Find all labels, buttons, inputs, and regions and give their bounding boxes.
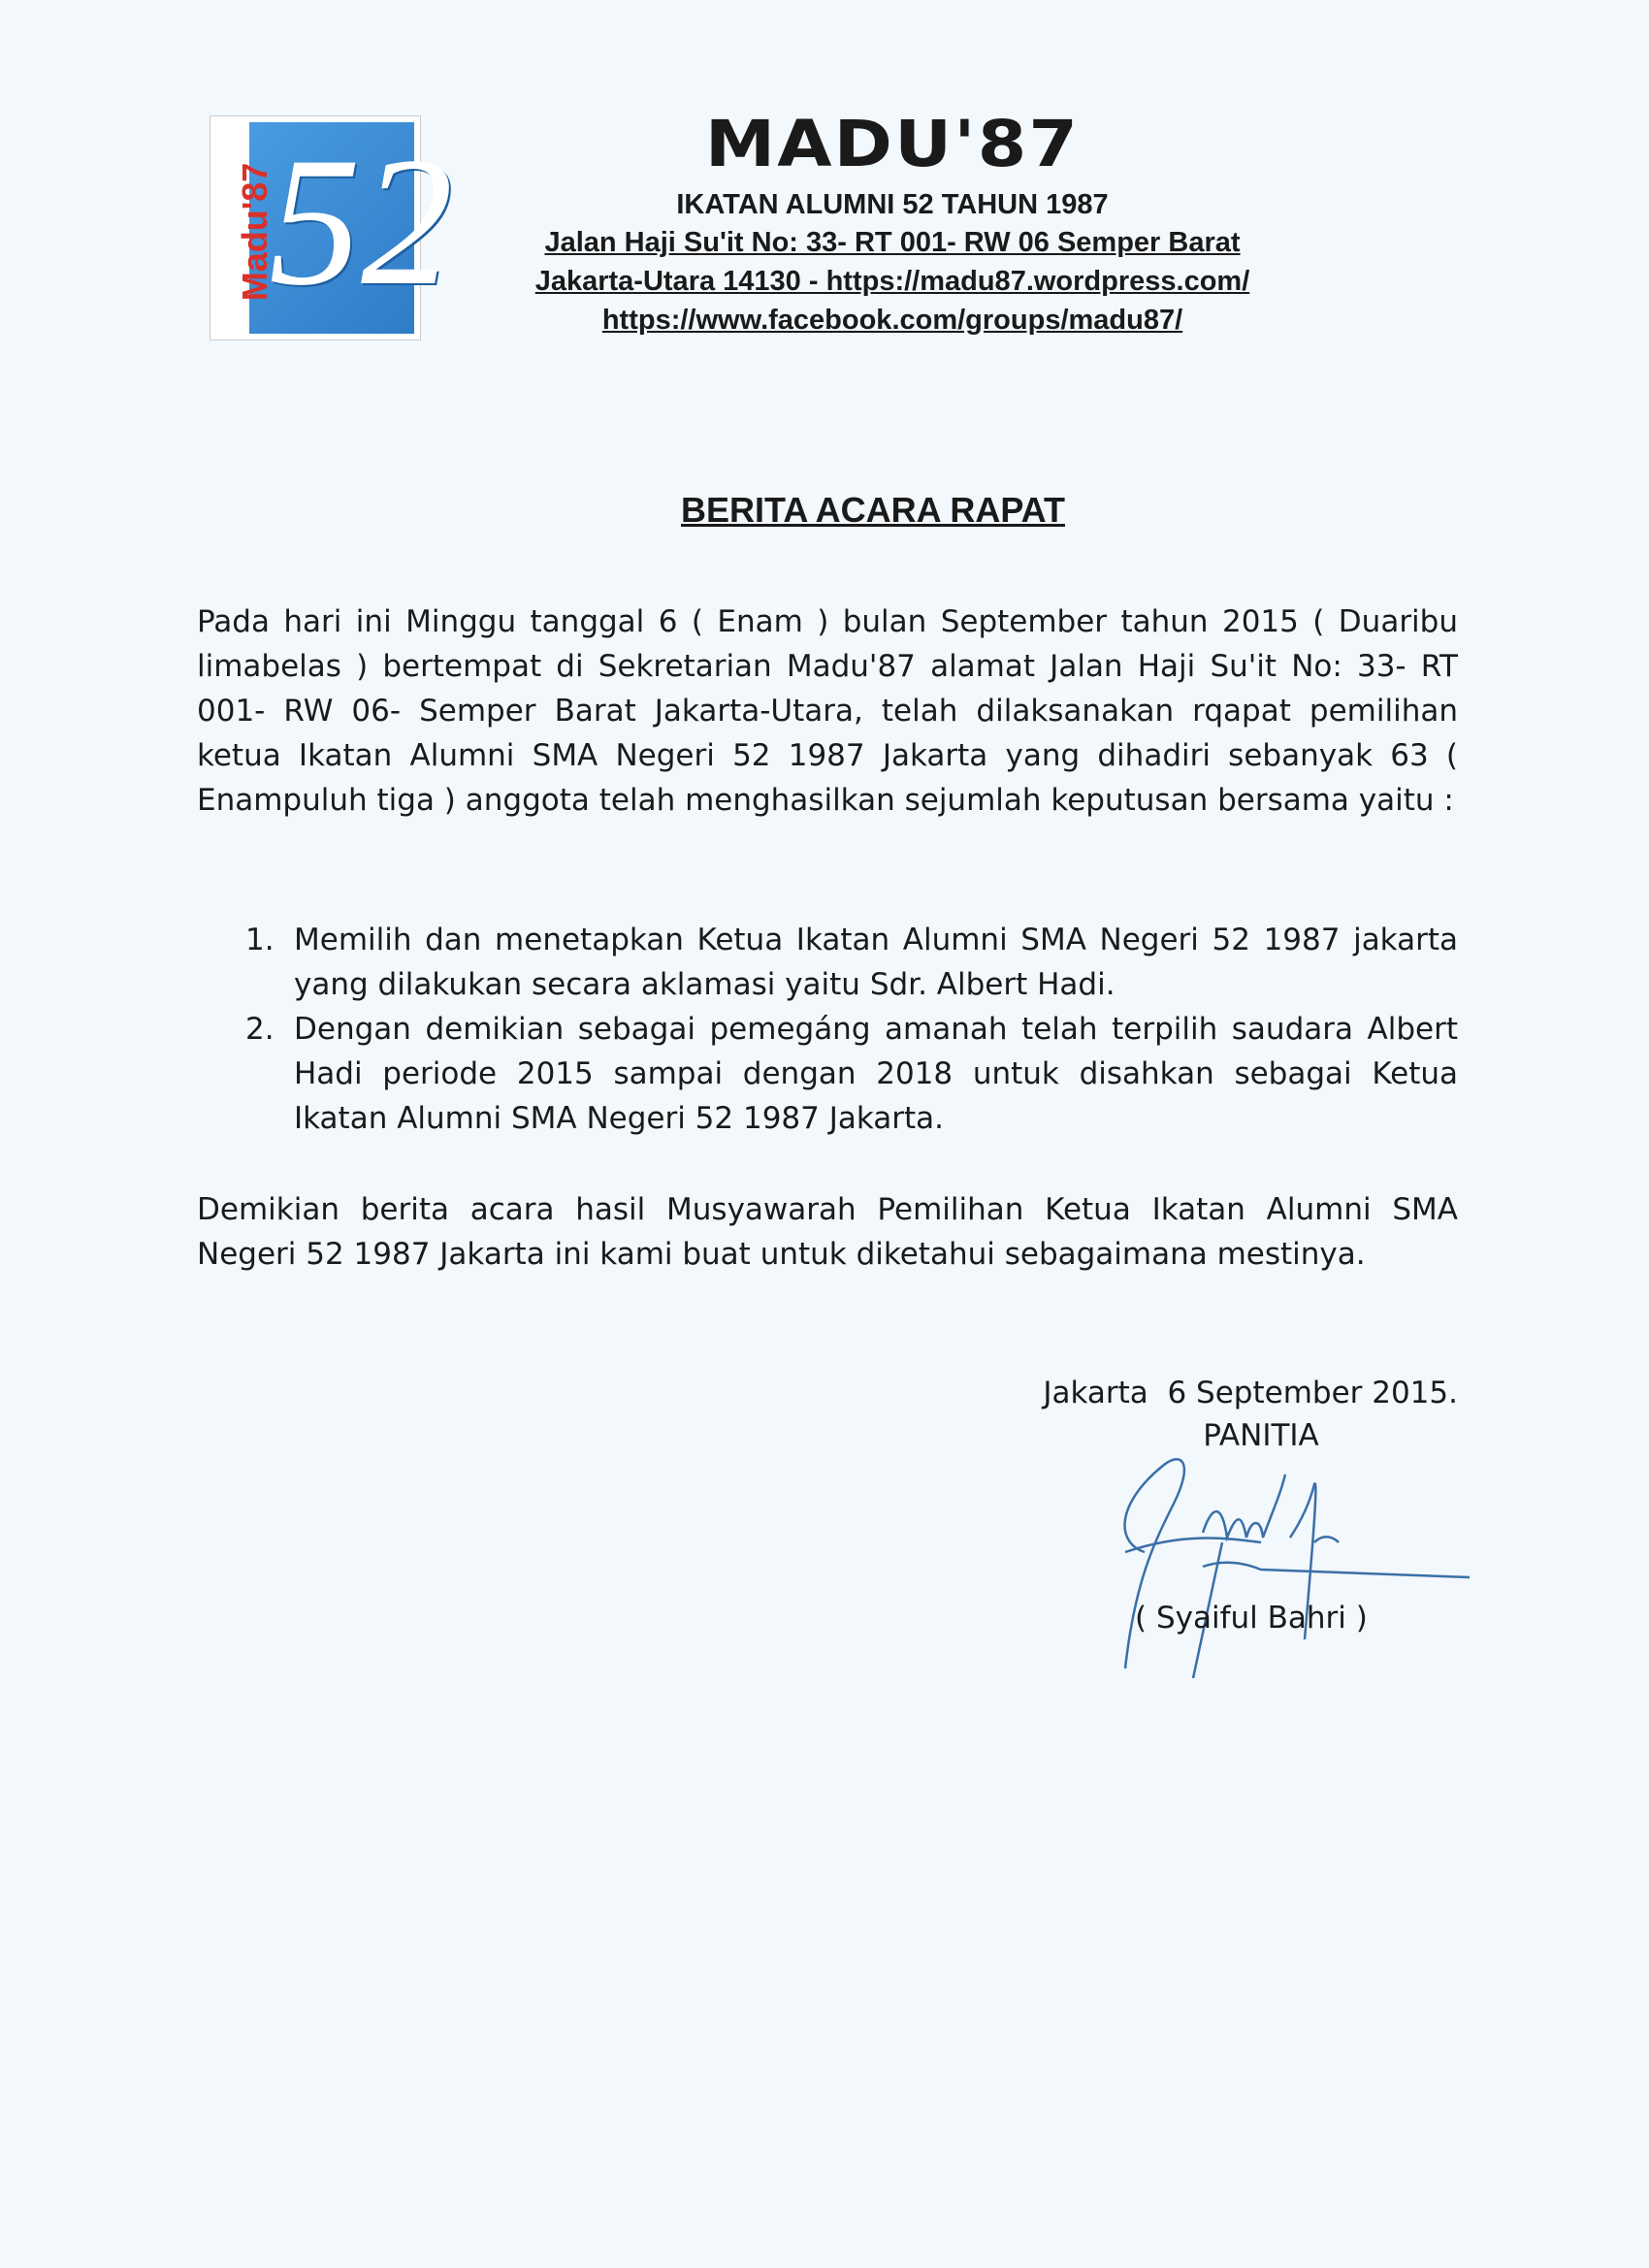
signer-role: PANITIA xyxy=(1203,1418,1319,1453)
logo-text: Madu'87 xyxy=(235,162,275,302)
signature-scribble xyxy=(1106,1445,1494,1678)
list-item xyxy=(245,1007,1458,1141)
address-line-1: Jalan Haji Su'it No: 33- RT 001- RW 06 Semper Barat xyxy=(544,227,1241,258)
document-title: BERITA ACARA RAPAT xyxy=(681,490,1065,530)
list-text: Dengan demikian sebagai pemegáng amanah telah terpilih saudara Albert Hadi periode 2015 sampai dengan 2018 untuk disahkan sebagai Ketua Ikatan Alumni SMA Negeri 52 1987 Jakarta. xyxy=(294,1012,1458,1136)
org-title: MADU'87 xyxy=(704,107,1081,181)
list-item xyxy=(245,918,1458,1007)
org-subtitle: IKATAN ALUMNI 52 TAHUN 1987 xyxy=(676,189,1109,220)
list-number: 1. xyxy=(245,923,275,957)
place-date: Jakarta 6 September 2015. xyxy=(1043,1376,1458,1410)
closing-paragraph: Demikian berita acara hasil Musyawarah Pemilihan Ketua Ikatan Alumni SMA Negeri 52 1987 Jakarta ini kami buat untuk diketahui sebagaimana mestinya. xyxy=(197,1192,1458,1272)
address-line-3: https://www.facebook.com/groups/madu87/ xyxy=(601,305,1183,336)
logo-number: 52 xyxy=(269,120,453,324)
list-text: Memilih dan menetapkan Ketua Ikatan Alumni SMA Negeri 52 1987 jakarta yang dilakukan secara aklamasi yaitu Sdr. Albert Hadi. xyxy=(294,923,1458,1002)
address-line-2: Jakarta-Utara 14130 - https://madu87.wordpress.com/ xyxy=(534,266,1250,297)
signer-name: ( Syaiful Bahri ) xyxy=(1135,1601,1368,1636)
decision-list xyxy=(245,918,1458,1141)
list-number: 2. xyxy=(245,1012,275,1047)
opening-paragraph: Pada hari ini Minggu tanggal 6 ( Enam ) bulan September tahun 2015 ( Duaribu limabelas ) bertempat di Sekretarian Madu'87 alamat Jalan Haji Su'it No: 33- RT 001- RW 06- Semper Barat Jakarta-Utara, telah dilaksanakan rqapat pemilihan ketua Ikatan Alumni SMA Negeri 52 1987 Jakarta yang dihadiri sebanyak 63 ( Enampuluh tiga ) anggota telah menghasilkan sejumlah keputusan bersama yaitu : xyxy=(197,604,1458,818)
